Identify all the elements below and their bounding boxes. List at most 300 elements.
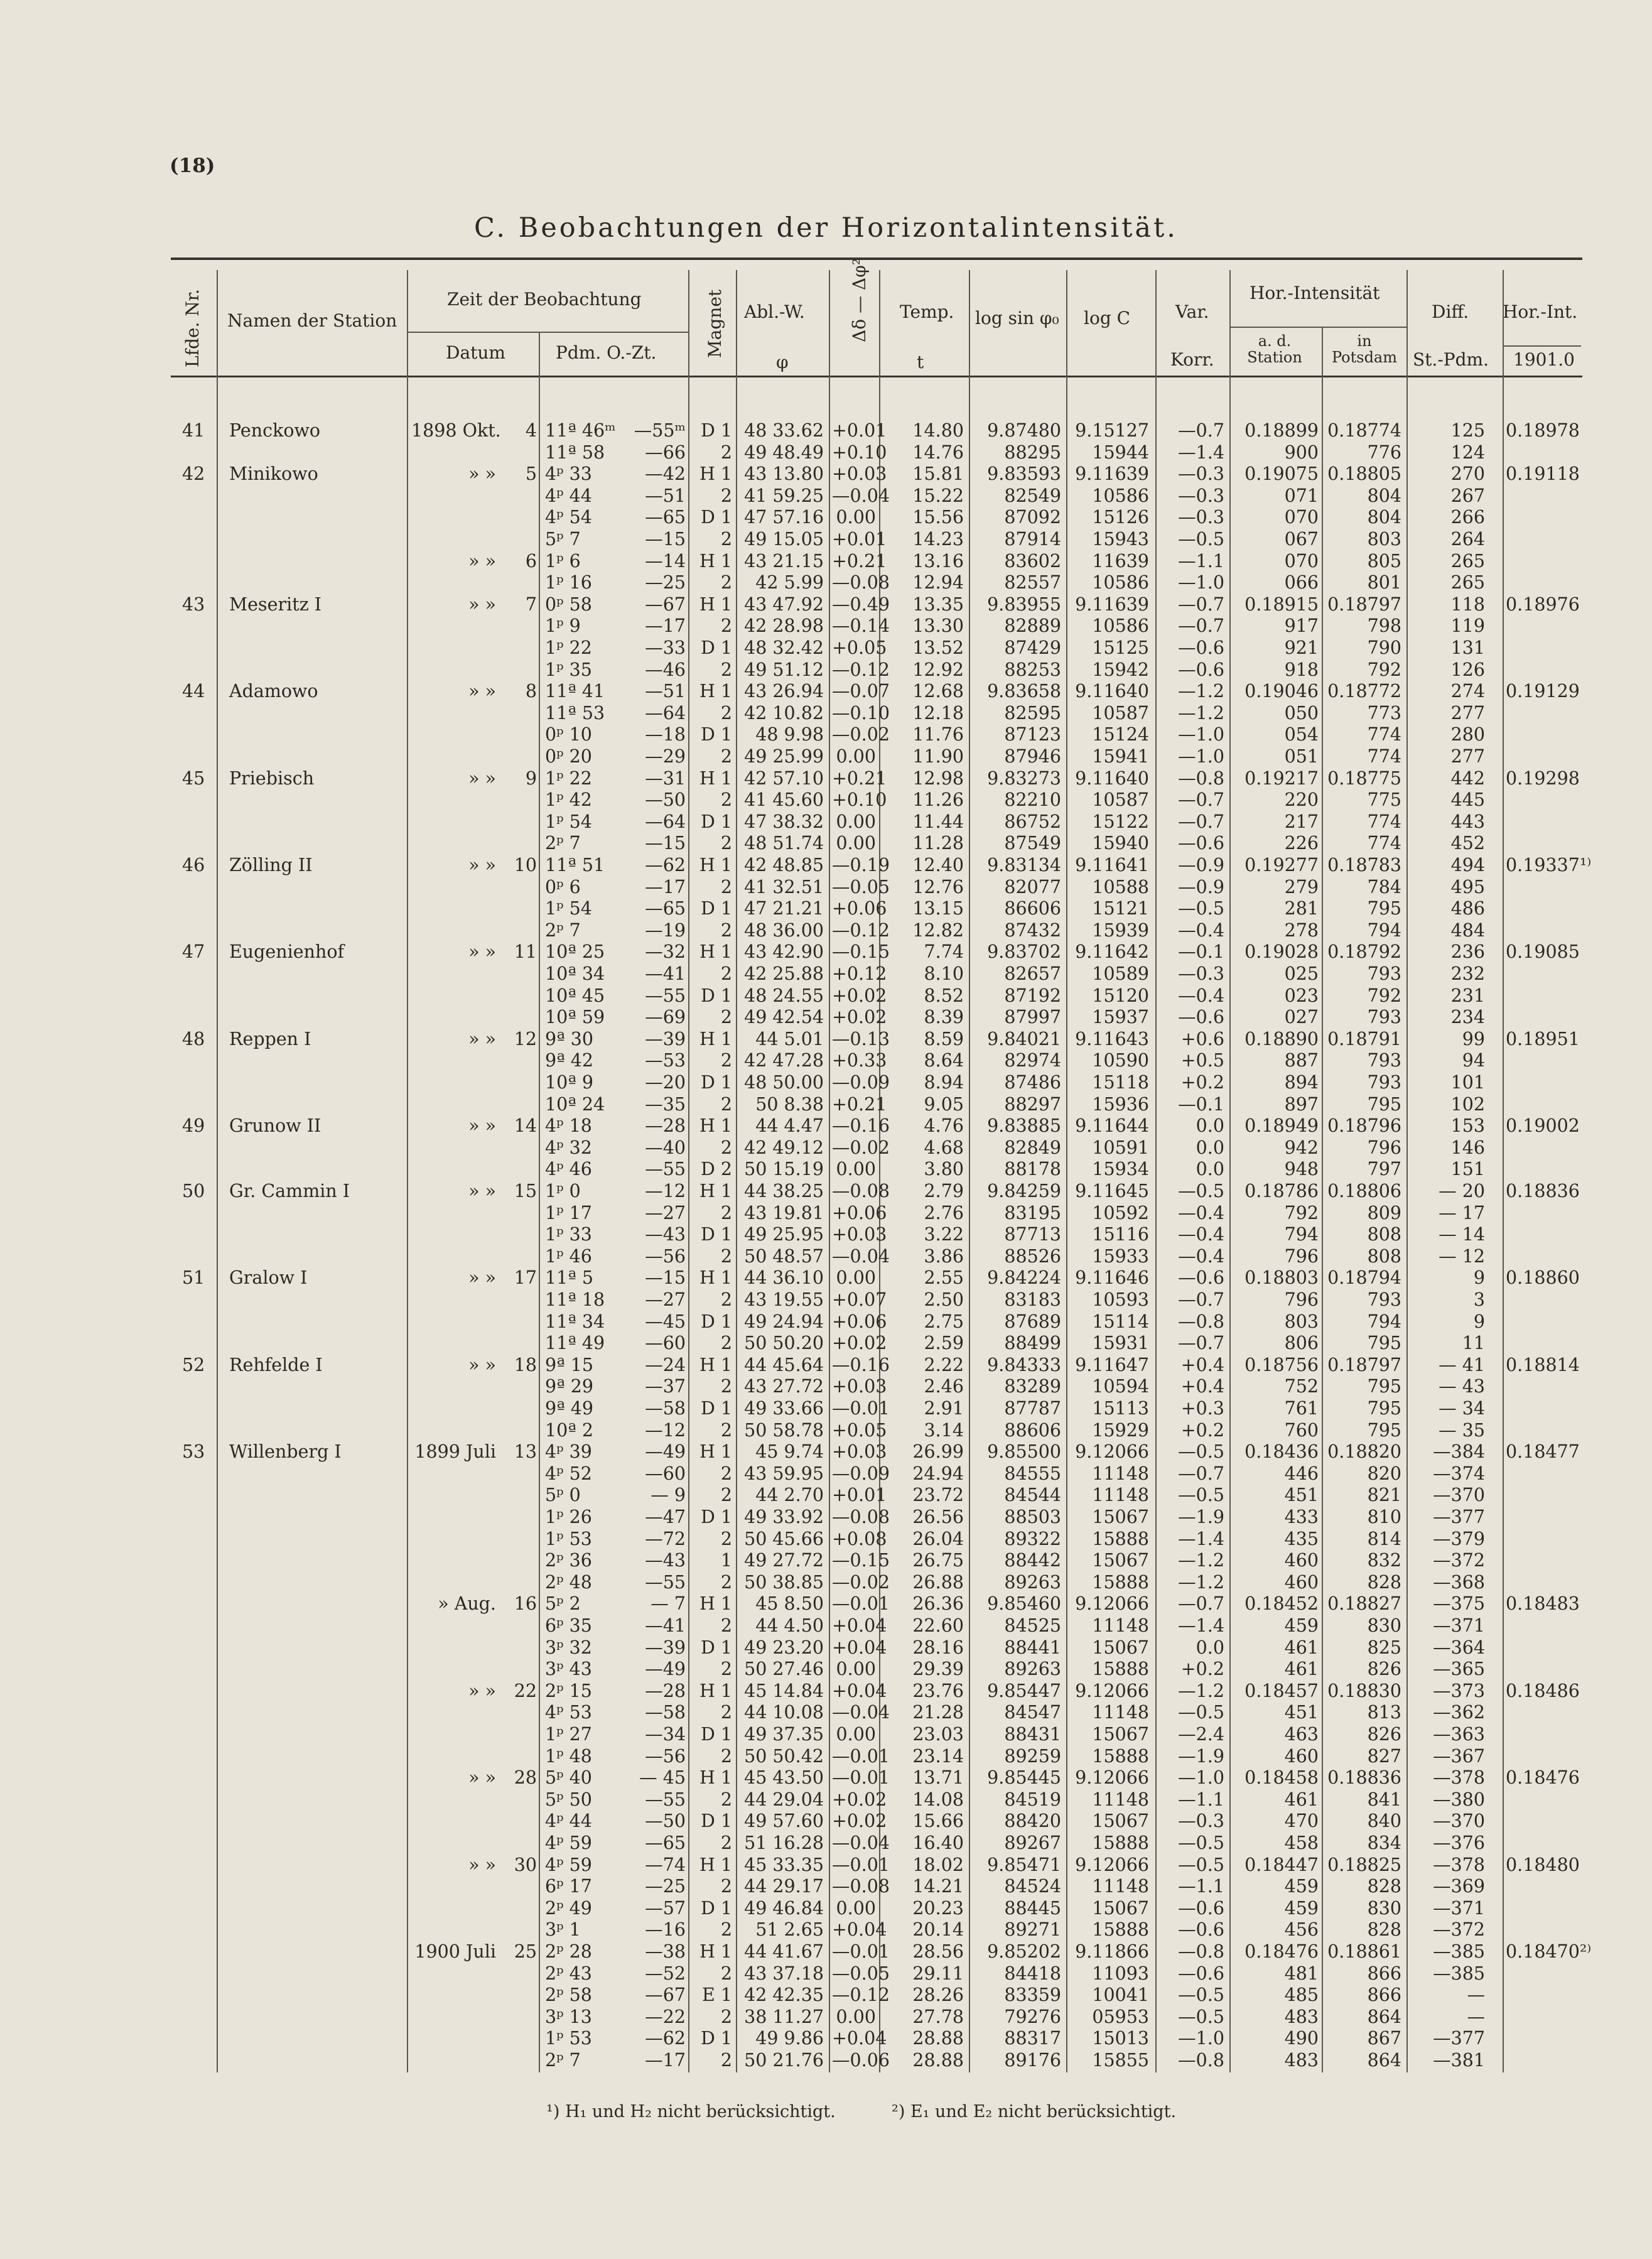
cell-oz: —42: [645, 463, 686, 485]
cell-station: Adamowo: [229, 681, 318, 702]
cell-ad-station: 461: [1284, 1789, 1319, 1810]
column-rule: [688, 270, 689, 2072]
cell-delta: +0.06: [832, 1311, 887, 1332]
cell-ablw: 42 25.88: [744, 963, 824, 984]
cell-lfd: 44: [182, 681, 205, 702]
cell-diff: 126: [1450, 659, 1485, 680]
cell-magnet: 2: [720, 1289, 732, 1310]
cell-ad-station: 948: [1284, 1159, 1319, 1180]
cell-temp: 3.14: [924, 1419, 964, 1441]
cell-ad-station: 894: [1284, 1072, 1319, 1093]
cell-magnet: 2: [720, 1463, 732, 1484]
cell-tag: 7: [525, 593, 537, 615]
cell-oz: —27: [645, 1289, 686, 1310]
cell-logsin: 9.83273: [987, 767, 1061, 789]
cell-diff: 267: [1450, 485, 1485, 506]
cell-logsin: 82210: [1004, 789, 1061, 811]
cell-diff: 495: [1450, 876, 1485, 897]
cell-logsin: 88526: [1004, 1245, 1061, 1267]
cell-in-potsdam: 826: [1367, 1724, 1401, 1745]
cell-datum: » »: [468, 463, 496, 485]
cell-delta: +0.21: [832, 767, 887, 789]
cell-tag: 6: [525, 550, 537, 572]
cell-oz: —38: [645, 1941, 686, 1962]
cell-ablw: 49 24.94: [744, 1311, 824, 1332]
cell-delta: —0.01: [832, 1941, 890, 1962]
cell-diff: 452: [1450, 833, 1485, 854]
cell-delta: +0.06: [832, 1202, 887, 1223]
cell-in-potsdam: 795: [1367, 898, 1401, 919]
cell-pdm: 1ᵖ 33: [545, 1224, 592, 1245]
cell-pdm: 10ª 59: [545, 1007, 605, 1028]
cell-temp: 14.08: [912, 1789, 964, 1810]
cell-delta: —0.02: [832, 1571, 890, 1593]
cell-oz: —46: [645, 659, 686, 680]
cell-oz: —50: [645, 1811, 686, 1832]
cell-oz: —34: [645, 1724, 686, 1745]
cell-diff: —362: [1433, 1702, 1485, 1723]
cell-horint: 0.19085: [1506, 941, 1580, 963]
cell-temp: 23.14: [912, 1745, 964, 1767]
cell-delta: —0.07: [832, 681, 890, 702]
cell-magnet: 2: [720, 1245, 732, 1267]
cell-pdm: 0ᵖ 20: [545, 746, 592, 767]
cell-in-potsdam: 0.18774: [1327, 420, 1401, 441]
cell-ad-station: 054: [1284, 724, 1319, 745]
cell-logc: 15067: [1092, 1637, 1149, 1658]
cell-ad-station: 451: [1284, 1702, 1319, 1723]
column-rule: [1155, 270, 1157, 2072]
cell-magnet: 2: [720, 1202, 732, 1223]
cell-ablw: 42 47.28: [744, 1050, 824, 1071]
cell-temp: 23.72: [912, 1485, 964, 1506]
cell-oz: —32: [645, 941, 686, 963]
cell-diff: — 43: [1439, 1376, 1485, 1397]
cell-ablw: 43 59.95: [744, 1463, 824, 1484]
cell-ablw: 43 26.94: [744, 681, 824, 702]
cell-temp: 28.16: [912, 1637, 964, 1658]
cell-var: —0.6: [1178, 1963, 1224, 1984]
cell-logc: 15933: [1092, 1245, 1149, 1267]
cell-oz: —25: [645, 1876, 686, 1897]
cell-diff: —385: [1433, 1941, 1485, 1962]
cell-temp: 2.76: [924, 1202, 964, 1223]
cell-datum: » »: [468, 1680, 496, 1701]
cell-oz: —31: [645, 767, 686, 789]
cell-oz: —65: [645, 898, 686, 919]
cell-ad-station: 0.18436: [1244, 1441, 1319, 1463]
cell-oz: —17: [645, 2050, 686, 2071]
cell-horint: 0.18480: [1506, 1854, 1580, 1875]
cell-diff: —384: [1433, 1441, 1485, 1463]
cell-logc: 10589: [1092, 963, 1149, 984]
cell-logc: 9.15127: [1075, 420, 1149, 441]
cell-delta: —0.02: [832, 724, 890, 745]
cell-temp: 2.46: [924, 1376, 964, 1397]
cell-logsin: 86606: [1004, 898, 1061, 919]
cell-horint: 0.18976: [1506, 593, 1580, 615]
cell-pdm: 9ª 15: [545, 1354, 593, 1375]
cell-logc: 15113: [1092, 1398, 1149, 1419]
cell-pdm: 1ᵖ 48: [545, 1745, 592, 1767]
cell-temp: 3.22: [924, 1224, 964, 1245]
cell-oz: — 45: [639, 1767, 686, 1789]
cell-oz: —49: [645, 1659, 686, 1680]
cell-delta: 0.00: [836, 811, 876, 832]
column-rule: [1066, 270, 1067, 2072]
cell-in-potsdam: 790: [1367, 637, 1401, 658]
header-zeit: Zeit der Beobachtung: [447, 289, 642, 310]
cell-var: +0.6: [1180, 1028, 1224, 1049]
cell-var: —0.6: [1178, 1007, 1224, 1028]
cell-temp: 26.99: [912, 1441, 964, 1463]
cell-magnet: H 1: [699, 463, 732, 485]
cell-logsin: 87787: [1004, 1398, 1061, 1419]
cell-magnet: 2: [720, 833, 732, 854]
cell-oz: —56: [645, 1745, 686, 1767]
cell-ablw: 44 10.08: [744, 1702, 824, 1723]
cell-station: Gralow I: [229, 1267, 308, 1289]
cell-var: —0.9: [1178, 855, 1224, 875]
cell-pdm: 1ᵖ 53: [545, 2028, 592, 2049]
cell-var: —1.2: [1178, 1571, 1224, 1593]
cell-logc: 15120: [1092, 985, 1149, 1006]
cell-ablw: 49 48.49: [744, 442, 824, 463]
cell-horint: 0.18476: [1506, 1767, 1580, 1789]
cell-delta: +0.04: [832, 2028, 887, 2049]
cell-diff: 274: [1450, 681, 1485, 702]
cell-pdm: 4ᵖ 44: [545, 485, 592, 506]
cell-ablw: 41 45.60: [744, 789, 824, 811]
cell-ad-station: 0.18899: [1244, 420, 1319, 441]
cell-in-potsdam: 0.18830: [1327, 1680, 1401, 1701]
cell-magnet: 2: [720, 615, 732, 637]
cell-logc: 15888: [1092, 1528, 1149, 1549]
cell-magnet: 2: [720, 2006, 732, 2027]
cell-delta: —0.19: [832, 855, 890, 875]
cell-delta: +0.04: [832, 1919, 887, 1941]
cell-in-potsdam: 798: [1367, 615, 1401, 637]
cell-temp: 9.05: [924, 1093, 964, 1115]
cell-var: —0.3: [1178, 507, 1224, 528]
cell-temp: 8.59: [924, 1028, 964, 1049]
cell-var: —0.7: [1178, 593, 1224, 615]
cell-temp: 11.28: [912, 833, 964, 854]
cell-logsin: 9.85500: [987, 1441, 1061, 1463]
cell-in-potsdam: 827: [1367, 1745, 1401, 1767]
cell-datum: » »: [468, 681, 496, 702]
column-rule: [217, 270, 218, 2072]
cell-logc: 15937: [1092, 1007, 1149, 1028]
cell-ad-station: 0.18458: [1244, 1767, 1319, 1789]
header-phi: φ: [776, 352, 789, 372]
cell-logc: 15121: [1092, 898, 1149, 919]
cell-in-potsdam: 810: [1367, 1507, 1401, 1527]
cell-pdm: 11ª 49: [545, 1333, 605, 1354]
cell-logc: 11148: [1092, 1463, 1149, 1484]
cell-oz: —67: [645, 593, 686, 615]
cell-logc: 15888: [1092, 1745, 1149, 1767]
cell-var: —0.5: [1178, 529, 1224, 550]
cell-ad-station: 0.18949: [1244, 1115, 1319, 1137]
cell-temp: 3.80: [924, 1159, 964, 1180]
cell-datum: » »: [468, 941, 496, 963]
cell-delta: +0.12: [832, 963, 887, 984]
cell-oz: —17: [645, 876, 686, 897]
cell-pdm: 10ª 24: [545, 1093, 605, 1115]
cell-pdm: 4ᵖ 33: [545, 463, 592, 485]
cell-ablw: 43 42.90: [744, 941, 824, 963]
cell-logc: 9.12066: [1075, 1441, 1149, 1463]
cell-horint: 0.18470²⁾: [1506, 1941, 1592, 1962]
cell-logc: 9.11645: [1075, 1181, 1149, 1201]
cell-temp: 12.82: [912, 919, 964, 941]
cell-in-potsdam: 841: [1367, 1789, 1401, 1810]
cell-ad-station: 226: [1284, 833, 1319, 854]
cell-pdm: 1ᵖ 16: [545, 572, 592, 593]
cell-logsin: 84555: [1004, 1463, 1061, 1484]
cell-pdm: 10ª 45: [545, 985, 605, 1006]
cell-logc: 9.11866: [1075, 1941, 1149, 1962]
cell-lfd: 51: [182, 1267, 205, 1289]
cell-var: —0.7: [1178, 1463, 1224, 1484]
cell-diff: — 20: [1439, 1181, 1485, 1201]
cell-delta: —0.04: [832, 1702, 890, 1723]
cell-temp: 8.39: [924, 1007, 964, 1028]
cell-delta: —0.13: [832, 1028, 890, 1049]
cell-tag: 10: [514, 855, 537, 875]
cell-temp: 16.40: [912, 1833, 964, 1853]
cell-delta: +0.03: [832, 1224, 887, 1245]
cell-logc: 15931: [1092, 1333, 1149, 1354]
cell-ad-station: 481: [1284, 1963, 1319, 1984]
cell-in-potsdam: 0.18806: [1327, 1181, 1401, 1201]
cell-delta: +0.01: [832, 1485, 887, 1506]
cell-logsin: 9.84259: [987, 1181, 1061, 1201]
cell-logsin: 9.85460: [987, 1593, 1061, 1615]
cell-temp: 11.26: [912, 789, 964, 811]
cell-diff: 231: [1450, 985, 1485, 1006]
cell-ad-station: 483: [1284, 2006, 1319, 2027]
cell-temp: 28.88: [912, 2050, 964, 2071]
cell-var: —0.1: [1178, 941, 1224, 963]
cell-magnet: H 1: [699, 550, 732, 572]
cell-in-potsdam: 867: [1367, 2028, 1401, 2049]
cell-oz: —55: [645, 1159, 686, 1180]
cell-logc: 10588: [1092, 876, 1149, 897]
cell-ad-station: 796: [1284, 1245, 1319, 1267]
cell-oz: —60: [645, 1463, 686, 1484]
cell-logsin: 86752: [1004, 811, 1061, 832]
cell-ablw: 45 14.84: [744, 1680, 824, 1701]
cell-oz: —55ᵐ: [634, 420, 686, 441]
cell-pdm: 2ᵖ 49: [545, 1897, 592, 1919]
cell-diff: —369: [1433, 1876, 1485, 1897]
cell-delta: —0.12: [832, 659, 890, 680]
cell-logc: 11148: [1092, 1702, 1149, 1723]
cell-pdm: 1ᵖ 46: [545, 1245, 592, 1267]
cell-ablw: 42 48.85: [744, 855, 824, 875]
cell-tag: 17: [514, 1267, 537, 1289]
cell-lfd: 48: [182, 1028, 205, 1049]
cell-ad-station: 761: [1284, 1398, 1319, 1419]
cell-var: —0.4: [1178, 1245, 1224, 1267]
header-lfd: Lfde. Nr.: [182, 289, 203, 367]
cell-ablw: 42 28.98: [744, 615, 824, 637]
cell-magnet: H 1: [699, 767, 732, 789]
cell-datum: » »: [468, 855, 496, 875]
cell-logsin: 9.85471: [987, 1854, 1061, 1875]
cell-logsin: 88253: [1004, 659, 1061, 680]
cell-diff: 265: [1450, 550, 1485, 572]
cell-temp: 27.78: [912, 2006, 964, 2027]
cell-in-potsdam: 808: [1367, 1224, 1401, 1245]
cell-logc: 15943: [1092, 529, 1149, 550]
cell-oz: —16: [645, 1919, 686, 1941]
cell-in-potsdam: 813: [1367, 1702, 1401, 1723]
cell-delta: —0.04: [832, 1245, 890, 1267]
header-t: t: [917, 352, 924, 372]
cell-in-potsdam: 794: [1367, 919, 1401, 941]
cell-pdm: 0ᵖ 10: [545, 724, 592, 745]
cell-pdm: 9ª 42: [545, 1050, 593, 1071]
cell-delta: +0.03: [832, 1376, 887, 1397]
cell-oz: —43: [645, 1550, 686, 1571]
cell-ablw: 44 4.47: [755, 1115, 824, 1137]
cell-oz: —64: [645, 811, 686, 832]
cell-datum: » »: [468, 1181, 496, 1201]
cell-logc: 15013: [1092, 2028, 1149, 2049]
cell-delta: +0.02: [832, 1811, 887, 1832]
cell-ablw: 43 21.15: [744, 550, 824, 572]
cell-ad-station: 0.18447: [1244, 1854, 1319, 1875]
cell-delta: +0.06: [832, 898, 887, 919]
cell-logc: 10591: [1092, 1137, 1149, 1158]
cell-logsin: 9.87480: [987, 420, 1061, 441]
cell-diff: 277: [1450, 702, 1485, 723]
cell-pdm: 2ᵖ 7: [545, 833, 581, 854]
cell-station: Willenberg I: [229, 1441, 342, 1463]
cell-logc: 15126: [1092, 507, 1149, 528]
cell-ad-station: 446: [1284, 1463, 1319, 1484]
cell-ad-station: 066: [1284, 572, 1319, 593]
cell-var: —0.3: [1178, 485, 1224, 506]
cell-ad-station: 0.19075: [1244, 463, 1319, 485]
cell-horint: 0.19002: [1506, 1115, 1580, 1137]
cell-in-potsdam: 0.18796: [1327, 1115, 1401, 1137]
cell-temp: 13.52: [912, 637, 964, 658]
cell-ablw: 49 25.99: [744, 746, 824, 767]
cell-datum: 1900 Juli: [414, 1941, 496, 1962]
cell-diff: 234: [1450, 1007, 1485, 1028]
cell-magnet: 2: [720, 529, 732, 550]
cell-magnet: H 1: [699, 1593, 732, 1615]
header-st-pdm: St.-Pdm.: [1413, 349, 1489, 370]
cell-temp: 21.28: [912, 1702, 964, 1723]
cell-station: Rehfelde I: [229, 1354, 323, 1375]
cell-in-potsdam: 784: [1367, 876, 1401, 897]
cell-logc: 15067: [1092, 1724, 1149, 1745]
cell-tag: 25: [514, 1941, 537, 1962]
cell-datum: » »: [468, 1267, 496, 1289]
cell-diff: 265: [1450, 572, 1485, 593]
cell-pdm: 1ᵖ 22: [545, 637, 592, 658]
cell-ad-station: 0.19217: [1244, 767, 1319, 789]
cell-ad-station: 760: [1284, 1419, 1319, 1441]
cell-ablw: 44 36.10: [744, 1267, 824, 1289]
cell-in-potsdam: 776: [1367, 442, 1401, 463]
cell-var: —0.5: [1178, 1985, 1224, 2006]
cell-ad-station: 485: [1284, 1985, 1319, 2006]
cell-logsin: 79276: [1004, 2006, 1061, 2027]
cell-pdm: 2ᵖ 48: [545, 1571, 592, 1593]
cell-diff: —372: [1433, 1919, 1485, 1941]
cell-oz: —50: [645, 789, 686, 811]
cell-ablw: 41 59.25: [744, 485, 824, 506]
cell-lfd: 43: [182, 593, 205, 615]
cell-temp: 2.59: [924, 1333, 964, 1354]
cell-var: +0.2: [1180, 1072, 1224, 1093]
cell-magnet: H 1: [699, 593, 732, 615]
cell-temp: 4.68: [924, 1137, 964, 1158]
cell-station: Gr. Cammin I: [229, 1181, 350, 1201]
cell-in-potsdam: 793: [1367, 1072, 1401, 1093]
cell-var: —0.6: [1178, 637, 1224, 658]
cell-logc: 15936: [1092, 1093, 1149, 1115]
cell-logsin: 9.84333: [987, 1354, 1061, 1375]
cell-horint: 0.19298: [1506, 767, 1580, 789]
cell-var: 0.0: [1196, 1159, 1224, 1180]
cell-magnet: D 1: [700, 985, 732, 1006]
cell-delta: +0.03: [832, 1441, 887, 1463]
cell-magnet: 2: [720, 1919, 732, 1941]
cell-ad-station: 806: [1284, 1333, 1319, 1354]
footnote-2: ²) E₁ und E₂ nicht berücksichtigt.: [892, 2102, 1177, 2121]
cell-var: —0.4: [1178, 985, 1224, 1006]
cell-logsin: 89263: [1004, 1571, 1061, 1593]
cell-delta: —0.12: [832, 1985, 890, 2006]
cell-delta: +0.05: [832, 1419, 887, 1441]
cell-lfd: 41: [182, 420, 205, 441]
cell-diff: 11: [1462, 1333, 1485, 1354]
cell-pdm: 1ᵖ 27: [545, 1724, 592, 1745]
cell-pdm: 1ᵖ 9: [545, 615, 581, 637]
cell-var: —0.3: [1178, 963, 1224, 984]
cell-ad-station: 217: [1284, 811, 1319, 832]
cell-diff: —373: [1433, 1680, 1485, 1701]
cell-var: 0.0: [1196, 1115, 1224, 1137]
cell-pdm: 4ᵖ 59: [545, 1833, 592, 1853]
cell-magnet: 2: [720, 702, 732, 723]
cell-var: —1.0: [1178, 1767, 1224, 1789]
cell-logc: 11148: [1092, 1485, 1149, 1506]
header-station: Namen der Station: [227, 310, 397, 331]
cell-oz: —39: [645, 1028, 686, 1049]
cell-var: —0.6: [1178, 833, 1224, 854]
cell-ablw: 44 4.50: [755, 1615, 824, 1636]
cell-ablw: 43 27.72: [744, 1376, 824, 1397]
cell-logsin: 89271: [1004, 1919, 1061, 1941]
cell-diff: —372: [1433, 1550, 1485, 1571]
cell-diff: 277: [1450, 746, 1485, 767]
cell-tag: 22: [514, 1680, 537, 1701]
cell-tag: 4: [525, 420, 537, 441]
cell-delta: +0.05: [832, 637, 887, 658]
cell-delta: —0.01: [832, 1767, 890, 1789]
cell-ablw: 45 8.50: [755, 1593, 824, 1615]
cell-in-potsdam: 814: [1367, 1528, 1401, 1549]
cell-logc: 15067: [1092, 1507, 1149, 1527]
